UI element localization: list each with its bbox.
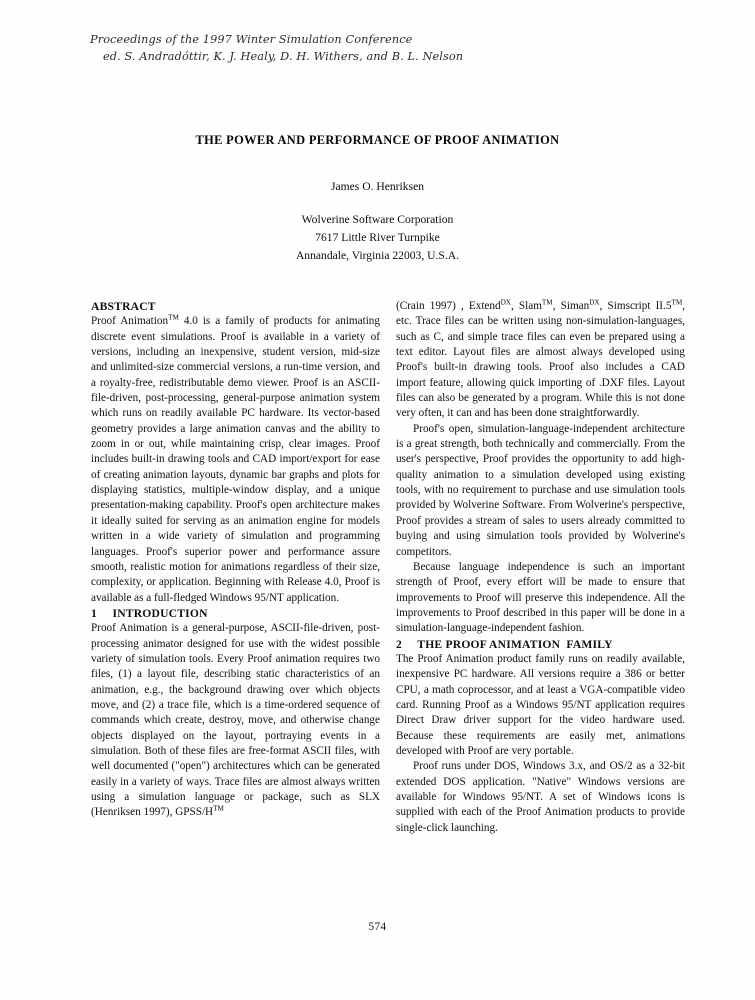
abstract-heading: ABSTRACT (91, 300, 156, 313)
page-number: 574 (368, 921, 387, 933)
trademark-icon: TM (671, 298, 683, 307)
paper-title: THE POWER AND PERFORMANCE OF PROOF ANIMATION (195, 133, 560, 147)
citation-crain: (Crain 1997) , Extend (396, 300, 501, 312)
trademark-icon: TM (541, 298, 553, 307)
proceedings-line-1: Proceedings of the 1997 Winter Simulation Conference (90, 33, 413, 46)
paper-author: James O. Henriksen (330, 180, 425, 193)
proof-animation-family-heading: 2 THE PROOF ANIMATION FAMILY (396, 637, 613, 651)
right-paragraph-5: Proof runs under DOS, Windows 3.x, and OS/2 as a 32-bit extended DOS application. "Native" Windows versions are available for Windows 95/NT. A set of Windows icons is supplied with each of the Proof Animation products to provide single-click launching. (396, 760, 685, 834)
right-paragraph-4: The Proof Animation product family runs on readily available, inexpensive PC hardware. All versions require a 386 or better CPU, a math coprocessor, and at least a VGA-compatible video card. Running Proof as a Windows 95/NT application requires Direct Draw driver support for the video hardware used. Because these requirements are easily met, animations developed with Proof are very portable. (396, 652, 685, 757)
affiliation-organization: Wolverine Software Corporation (301, 213, 454, 226)
registered-mark-icon: DX (500, 298, 511, 307)
proceedings-line-2: ed. S. Andradóttir, K. J. Healy, D. H. Withers, and B. L. Nelson (103, 49, 464, 63)
right-paragraph-3: Because language independence is such an important strength of Proof, every effort will be made to ensure that improvements to Proof will preserve this independence. All the improvements to Proof described in this paper will be done in a simulation-language-independent fashion. (396, 560, 685, 635)
introduction-text: Proof Animation is a general-purpose, ASCII-file-driven, post-processing animator designed for use with the widest possible variety of simulation tools. Every Proof animation requires two files, (1) a layout file, describing static characteristics of an animation, e.g., the background drawing over which objects move, and (2) a trace file, which is a time-ordered sequence of commands which create, destroy, move, and otherwise change objects displayed on the layout, portraying events in a simulation. Both of these files are free-format ASCII files, with well documented ("open") architectures which can be generated easily in a variety of ways. Trace files are almost always written using a simulation language or package, such as SLX (Henriksen 1997), GPSS/H (91, 622, 380, 819)
trademark-icon: TM (213, 804, 224, 813)
author-affiliation (0, 211, 755, 266)
trademark-icon: TM (168, 313, 179, 322)
right-paragraph-2: Proof's open, simulation-language-independent architecture is a great strength, both technically and commercially. From the user's perspective, Proof provides the opportunity to add high-quality animation to a simulation developed using existing tools, with no requirement to purchase and use simulation tools provided by Wolverine Software. From Wolverine's perspective, Proof provides a stream of sales to users already committed to buying and using simulation tools provided by Wolverine's competitors. (396, 422, 685, 558)
affiliation-street: 7617 Little River Turnpike (315, 231, 440, 245)
right-paragraph-1-rest: , etc. Trace files can be written using non-simulation-languages, such as C, and simple trace files can even be prepared using a text editor. Layout files are almost always developed using Proof's built-in drawing tools. Proof also includes a CAD import feature, allowing quick importing of .DXF files. Layout files can also be generated by a program. While this is not done very often, it can and has been done straightforwardly. (396, 300, 686, 420)
introduction-heading: 1 INTRODUCTION (91, 606, 208, 620)
right-column (396, 299, 685, 836)
introduction-paragraph (91, 621, 380, 820)
right-paragraph-1 (396, 299, 685, 422)
product-slam: , Slam (510, 300, 542, 312)
abstract-text-rest: 4.0 is a family of products for animating discrete event simulations. Proof is available in a variety of versions, including an inexpensive, student version, mid-size and unlimited-size commercial versions, a run-time version, and a royalty-free, redistributable demo viewer. Proof is an ASCII-file-driven, post-processing, general-purpose animation system which runs on readily available PC hardware. Its vector-based geometry provides a large animation canvas and the ability to zoom in or out, while maintaining crisp, clear images. Proof includes built-in drawing tools and CAD import/export for ease of creating animation layouts, dynamic bar graphs and plots for displaying statistics, multiple-window display, and a unique presentation-making capability. Proof's open architecture makes it ideally suited for serving as an animation engine for models written in a wide variety of simulation and programming languages. Proof's superior power and performance assure smooth, realistic motion for animations regardless of their size, complexity, or application. Beginning with Release 4.0, Proof is available as a full-fledged Windows 95/NT application. (91, 315, 380, 604)
product-siman: , Siman (552, 300, 590, 312)
left-column (91, 299, 380, 821)
registered-mark-icon: DX (589, 298, 600, 307)
product-simscript: , Simscript II.5 (599, 300, 672, 312)
proceedings-header (90, 32, 560, 65)
abstract-text-lead: Proof Animation (91, 315, 169, 328)
affiliation-city: Annandale, Virginia 22003, U.S.A. (295, 249, 460, 263)
abstract-paragraph (91, 314, 380, 606)
